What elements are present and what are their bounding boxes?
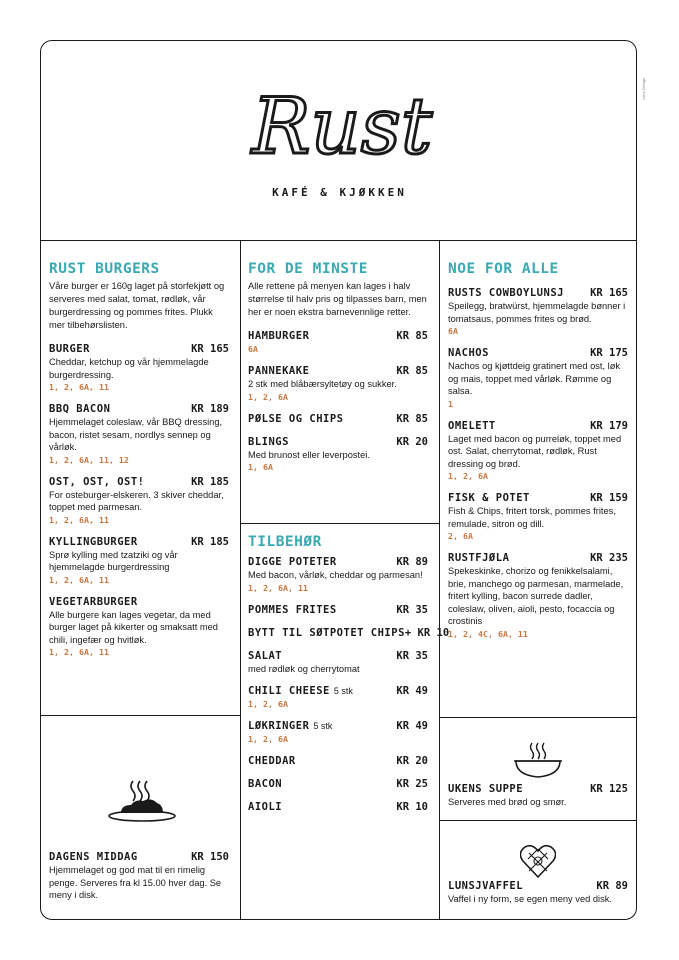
menu-item: [248, 684, 428, 710]
menu-item-allergens: 1, 2, 6A: [248, 734, 288, 744]
menu-item-header: [248, 555, 428, 569]
menu-item-allergens: 1, 2, 6A, 11: [49, 382, 109, 392]
menu-item-name-text: UKENS SUPPE: [448, 783, 524, 795]
menu-item-allergens: 1: [448, 398, 453, 409]
menu-item-price: KR 20: [396, 435, 428, 448]
menu-item: [248, 603, 428, 617]
menu-item-name: [248, 364, 309, 378]
menu-item-header: [448, 782, 628, 796]
menu-item: [49, 342, 229, 393]
menu-item-name-text: PANNEKAKE: [248, 365, 310, 377]
menu-item-name: [49, 342, 90, 356]
menu-item-name: [248, 329, 309, 343]
menu-item-name-text: POMMES FRITES: [248, 603, 337, 616]
section-title: RUST BURGERS: [49, 261, 160, 277]
menu-item-name-text: LØKRINGER: [248, 720, 310, 732]
menu-item-price: KR 165: [590, 287, 628, 299]
column-divider: [439, 241, 440, 920]
menu-item-name: [448, 782, 523, 796]
menu-item: [448, 286, 628, 337]
menu-item-name: [248, 412, 344, 426]
menu-item-price: KR 25: [396, 778, 428, 790]
menu-item: [248, 412, 428, 426]
menu-item-name-text: AIOLI: [248, 801, 283, 813]
section-title: FOR DE MINSTE: [248, 261, 368, 277]
menu-item-allergens: 1, 2, 6A, 11, 12: [49, 454, 129, 465]
menu-item: [49, 475, 229, 526]
menu-item-description: Fish & Chips, fritert torsk, pommes frites, remulade, sitron og dill.: [448, 506, 616, 529]
menu-item-header: [248, 777, 428, 791]
menu-item-portion: 5 stk: [333, 686, 353, 696]
menu-item-allergens: 6A: [248, 344, 258, 354]
menu-item-price: KR 10: [396, 801, 428, 813]
menu-item-price: KR 20: [396, 755, 428, 767]
menu-item: [248, 555, 428, 594]
menu-item-description: Vaffel i ny form, se egen meny ved disk.: [448, 894, 612, 904]
menu-item-name: [248, 777, 282, 791]
menu-item: [248, 435, 428, 474]
menu-item: [49, 595, 229, 659]
menu-item-description: Hjemmelaget coleslaw, vår BBQ dressing, bacon, ristet sesam, nordlys sennep og vårløk.: [49, 417, 223, 452]
menu-header: [41, 41, 637, 241]
menu-item: [248, 800, 428, 814]
section-tilbehor: [248, 533, 450, 823]
menu-item-allergens: 1, 2, 6A, 11: [49, 514, 109, 525]
section-title: TILBEHØR: [248, 534, 322, 550]
section-lunsjvaffel: [448, 879, 628, 915]
menu-item-description: med rødløk og cherrytomat: [248, 663, 360, 674]
menu-item-name-text: DIGGE POTETER: [248, 556, 337, 568]
menu-item: [248, 754, 428, 768]
menu-item-name-text: CHILI CHEESE: [248, 685, 330, 697]
menu-item-header: [49, 402, 229, 416]
menu-item: [248, 329, 428, 355]
section-intro: Våre burger er 160g laget på storfekjøtt og serveres med salat, tomat, rødløk, vår burgerdressing og pommes frites. Plukk mer tilbehørslisten.: [49, 281, 225, 330]
menu-item-header: [49, 342, 229, 356]
section-for-de-minste: [248, 260, 428, 482]
menu-item-allergens: 1, 2, 6A, 11: [49, 574, 109, 585]
section-divider: [439, 717, 637, 718]
menu-item-header: [248, 649, 428, 663]
menu-item: [448, 491, 628, 542]
menu-item-price: KR 159: [590, 492, 628, 504]
menu-item-header: [248, 329, 428, 343]
menu-item: [248, 364, 428, 403]
menu-item-name-text: RUSTFJØLA: [448, 552, 510, 564]
menu-item-list: [448, 782, 628, 809]
menu-item-name-text: DAGENS MIDDAG: [49, 851, 138, 863]
menu-item-allergens: 6A: [448, 326, 458, 336]
menu-item-price: KR 165: [191, 343, 229, 355]
menu-item-price: KR 49: [396, 685, 428, 697]
section-rust-burgers: [49, 260, 229, 667]
menu-item-allergens: 1, 2, 4C, 6A, 11: [448, 628, 528, 639]
menu-item-header: [448, 879, 628, 893]
menu-item-allergens: 1, 2, 6A, 11: [248, 582, 308, 593]
menu-item-price: KR 125: [590, 783, 628, 795]
menu-item-header: [248, 719, 428, 733]
menu-item-price: KR 89: [596, 880, 628, 892]
menu-item-header: [248, 684, 428, 698]
menu-item-name: [448, 491, 530, 505]
menu-item-list: [448, 286, 628, 640]
menu-item-price: KR 185: [191, 535, 229, 548]
menu-item-name-text: SALAT: [248, 649, 283, 662]
menu-item: [248, 626, 450, 640]
menu-item-description: Laget med bacon og purreløk, toppet med ost. Salat, cherrytomat, rødløk, Rust dressing og brød.: [448, 433, 622, 469]
menu-item-description: Serveres med brød og smør.: [448, 797, 567, 807]
menu-item-portion: 5 stk: [313, 721, 333, 731]
menu-item-allergens: 1, 2, 6A: [248, 391, 288, 402]
menu-item-description: Nachos og kjøttdeig gratinert med ost, løk og mais, toppet med vårløk. Rømme og salsa.: [448, 361, 621, 396]
menu-item-header: [448, 286, 628, 300]
menu-item-list: [49, 342, 229, 658]
menu-item-name-text: KYLLINGBURGER: [49, 535, 138, 548]
menu-item: [248, 719, 428, 745]
menu-item-name: [448, 346, 489, 360]
menu-item: [448, 879, 628, 906]
section-dagens-middag: [49, 850, 229, 911]
menu-item-list: [248, 555, 450, 814]
menu-item-name-text: BLINGS: [248, 435, 289, 448]
menu-item-name: [448, 286, 564, 300]
column-divider: [240, 241, 241, 920]
menu-item-name-text: OMELETT: [448, 419, 496, 432]
menu-item: [248, 777, 428, 791]
svg-text:Rust: Rust: [251, 82, 433, 171]
menu-item-price: KR 235: [590, 552, 628, 564]
menu-item-name: [248, 684, 353, 698]
section-title: NOE FOR ALLE: [448, 261, 559, 277]
menu-item-price: KR 175: [590, 347, 628, 359]
menu-item-name: [248, 626, 405, 640]
menu-item: [49, 402, 229, 466]
menu-card: [40, 40, 637, 920]
section-intro: Alle rettene på menyen kan lages i halv størrelse til halv pris og tilpasses barn, men her er noen ekstra barnevennlige retter.: [248, 281, 427, 317]
menu-item-description: Med bacon, vårløk, cheddar og parmesan!: [248, 570, 423, 580]
menu-item-allergens: 1, 2, 6A: [448, 471, 488, 481]
menu-item-price: KR 185: [191, 475, 229, 488]
menu-item-header: [49, 475, 229, 489]
menu-item-name: [248, 800, 282, 814]
menu-item-name: [448, 551, 509, 565]
menu-item-header: [248, 364, 428, 378]
menu-item-name-text: CHEDDAR: [248, 755, 296, 767]
menu-item-allergens: 1, 2, 6A: [248, 699, 288, 709]
menu-item-name-text: BYTT TIL SØTPOTET CHIPS: [248, 626, 405, 639]
menu-item-price: + KR 10: [404, 626, 450, 639]
menu-item-name: [49, 535, 138, 549]
menu-item-price: KR 85: [396, 412, 428, 425]
menu-item-header: [448, 551, 628, 565]
menu-item-price: KR 179: [590, 419, 628, 432]
menu-item-header: [448, 346, 628, 360]
section-ukens-suppe: [448, 782, 628, 818]
menu-item-name-text: FISK & POTET: [448, 492, 530, 504]
menu-item-name-text: BACON: [248, 778, 283, 790]
menu-item-name: [248, 719, 332, 733]
menu-item: [49, 535, 229, 586]
menu-item-header: [248, 435, 428, 449]
design-credit: Lima Design: [641, 77, 646, 100]
menu-item-name-text: LUNSJVAFFEL: [448, 880, 524, 892]
tagline: KAFÉ & KJØKKEN: [272, 186, 407, 199]
menu-item-name-text: HAMBURGER: [248, 330, 310, 342]
menu-item: [448, 419, 628, 483]
menu-item-description: Cheddar, ketchup og vår hjemmelagde burgerdressing.: [49, 357, 209, 380]
menu-item-header: [448, 419, 628, 433]
menu-item-name: [49, 402, 110, 416]
menu-item-name: [248, 649, 282, 663]
menu-item-price: KR 85: [396, 330, 428, 342]
menu-item-price: KR 35: [396, 649, 428, 662]
menu-item-header: [49, 535, 229, 549]
menu-item-description: Speilegg, bratwürst, hjemmelagde bønner i tomatsaus, pommes frites og brød.: [448, 301, 626, 324]
menu-item-name-text: BURGER: [49, 343, 90, 355]
menu-item-header: [248, 800, 428, 814]
menu-item-header: [49, 595, 229, 609]
menu-item-price: KR 35: [396, 603, 428, 616]
menu-item-name: [248, 603, 337, 617]
menu-item-list: [248, 329, 428, 473]
menu-item-allergens: 1, 2, 6A, 11: [49, 647, 109, 657]
menu-item-name: [248, 555, 337, 569]
menu-item-description: Alle burgere kan lages vegetar, da med burger laget på kikerter og smaksatt med chili, ingefær og hvitløk.: [49, 609, 218, 645]
section-divider: [240, 523, 439, 524]
menu-item-header: [448, 491, 628, 505]
menu-item-description: Med brunost eller leverpostei.: [248, 449, 370, 460]
menu-item-name: [448, 419, 496, 433]
menu-item-price: KR 189: [191, 403, 229, 415]
menu-item-list: [49, 850, 229, 902]
menu-item-name: [248, 435, 289, 449]
section-divider: [41, 715, 240, 716]
waffle-heart-icon: [520, 841, 556, 884]
menu-item-name: [448, 879, 523, 893]
section-noe-for-alle: [448, 260, 628, 649]
menu-item-name-text: PØLSE OG CHIPS: [248, 412, 344, 425]
menu-item-header: [49, 850, 229, 864]
menu-item-description: Spekeskinke, chorizo og fenikkelsalami, brie, manchego og parmesan, marmelade, fritert kylling, bacon surrede dadler, coleslaw, oliven, aioli, pesto, focaccia og crostinis: [448, 566, 624, 626]
menu-item: [448, 782, 628, 809]
menu-item-description: 2 stk med blåbærsyltetøy og sukker.: [248, 379, 397, 389]
menu-item-name-text: VEGETARBURGER: [49, 595, 138, 608]
menu-item-name-text: OST, OST, OST!: [49, 475, 145, 488]
menu-item-name-text: NACHOS: [448, 347, 489, 359]
menu-item-price: KR 85: [396, 365, 428, 377]
rust-logo: [237, 81, 447, 171]
menu-item-name: [248, 754, 296, 768]
menu-item-list: [448, 879, 628, 906]
menu-item: [448, 551, 628, 640]
menu-item: [49, 850, 229, 902]
menu-item-price: KR 89: [396, 556, 428, 568]
menu-item-price: KR 49: [396, 720, 428, 732]
menu-item: [248, 649, 428, 676]
menu-item-header: [248, 412, 428, 426]
menu-item-description: Sprø kylling med tzatziki og vår hjemmelagde burgerdressing: [49, 549, 178, 572]
section-divider: [439, 820, 637, 821]
menu-item-header: [248, 754, 428, 768]
menu-item-price: KR 150: [191, 851, 229, 863]
menu-item: [448, 346, 628, 410]
menu-item-name: [49, 595, 138, 609]
menu-item-description: For osteburger-elskeren. 3 skiver cheddar, toppet med parmesan.: [49, 489, 224, 512]
menu-item-allergens: 1, 6A: [248, 462, 273, 472]
menu-item-name-text: BBQ BACON: [49, 403, 111, 415]
menu-item-header: [248, 626, 450, 640]
menu-item-name-text: RUSTS COWBOYLUNSJ: [448, 287, 564, 299]
menu-item-allergens: 2, 6A: [448, 531, 473, 541]
menu-item-description: Hjemmelaget og god mat til en rimelig penge. Serveres fra kl 15.00 hver dag. Se meny i disk.: [49, 865, 222, 900]
soup-bowl-icon: [512, 741, 564, 784]
menu-item-name: [49, 850, 138, 864]
plate-food-icon: [107, 777, 177, 830]
menu-item-name: [49, 475, 145, 489]
menu-item-header: [248, 603, 428, 617]
